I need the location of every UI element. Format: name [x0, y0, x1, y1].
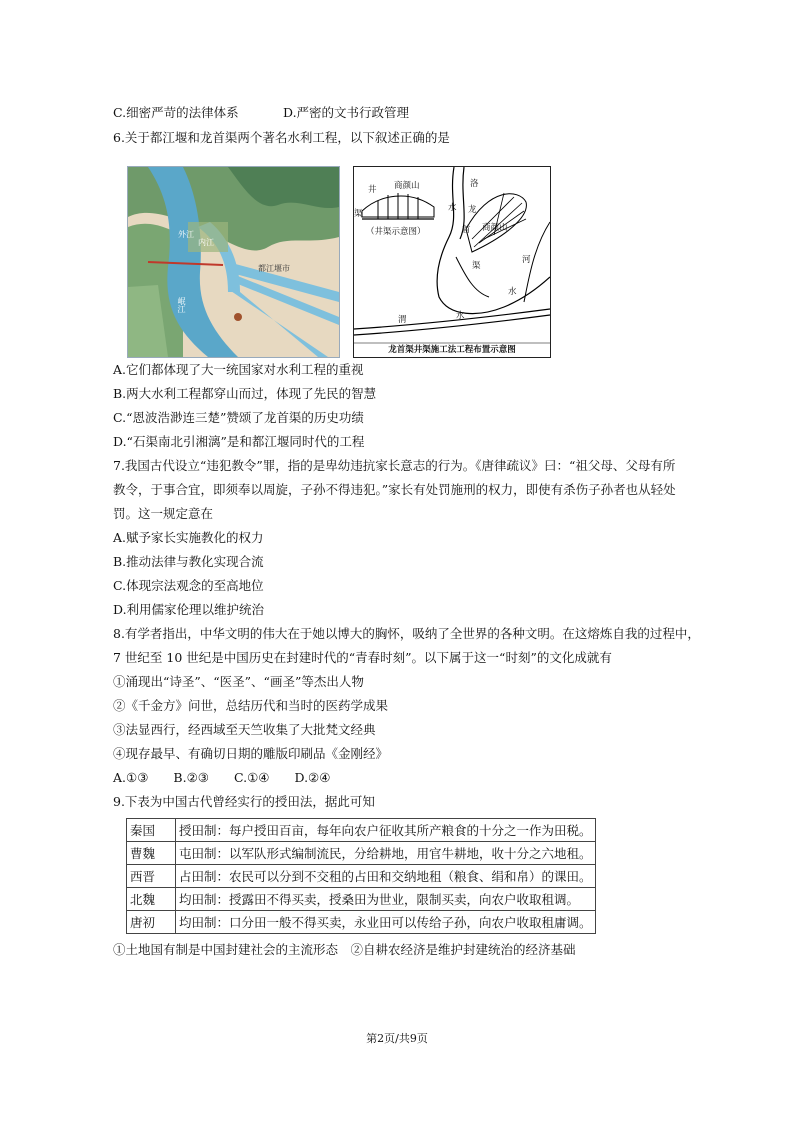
q8-item-3: ③法显西行，经西域至天竺收集了大批梵文经典: [113, 722, 376, 737]
q7-option-b: B.推动法律与教化实现合流: [113, 554, 264, 569]
longshouqu-map: [353, 166, 551, 358]
table-row: [127, 888, 596, 911]
table-cell-dynasty: 唐初: [127, 911, 176, 934]
table-cell-policy: 占田制：农民可以分到不交租的占田和交纳地租（粮食、绢和帛）的课田。: [176, 865, 596, 888]
label-wei: 渭: [398, 315, 407, 325]
q8-item-2: ②《千金方》问世，总结历代和当时的医药学成果: [113, 698, 389, 713]
label-shui-1: 水: [448, 203, 457, 213]
table-cell-dynasty: 秦国: [127, 819, 176, 842]
q9-statements: ①土地国有制是中国封建社会的主流形态 ②自耕农经济是维护封建统治的经济基础: [113, 942, 576, 957]
table-row: [127, 911, 596, 934]
longshouqu-diagram: [354, 167, 550, 357]
q8-stem-line-2: 7 世纪至 10 世纪是中国历史在封建时代的“青春时刻”。以下属于这一“时刻”的文化成就有: [113, 650, 612, 665]
q9-table: [126, 818, 596, 934]
dujiangyan-map-image: [128, 167, 339, 357]
table-cell-dynasty: 北魏: [127, 888, 176, 911]
table-cell-policy: 均田制：口分田一般不得买卖，永业田可以传给子孙，向农户收取租庸调。: [176, 911, 596, 934]
q7-option-a: A.赋予家长实施教化的权力: [113, 530, 264, 545]
label-inner-river: 内江: [198, 238, 214, 247]
q5-option-c: C.细密严苛的法律体系: [113, 105, 239, 120]
q5-options: [113, 105, 409, 121]
label-well-canal-section: （井渠示意图）: [366, 227, 426, 237]
q6-stem: 6.关于都江堰和龙首渠两个著名水利工程，以下叙述正确的是: [113, 130, 450, 145]
table-cell-policy: 授田制：每户授田百亩，每年向农户征收其所产粮食的十分之一作为田税。: [176, 819, 596, 842]
label-well: 井: [368, 185, 377, 195]
q6-option-a: A.它们都体现了大一统国家对水利工程的重视: [113, 362, 364, 377]
table-cell-policy: 均田制：授露田不得买卖，授桑田为世业，限制买卖，向农户收取租调。: [176, 888, 596, 911]
dujiangyan-map: [127, 166, 340, 358]
q8-choices: A.①③ B.②③ C.①④ D.②④: [113, 770, 331, 785]
label-dujiangyan-city: 都江堰市: [258, 264, 290, 273]
label-canal-section: 渠: [354, 209, 363, 219]
longshouqu-caption: 龙首渠井渠施工法工程布置示意图: [388, 345, 516, 355]
q9-stem: 9.下表为中国古代曾经实行的授田法，据此可知: [113, 794, 375, 809]
label-qu: 渠: [472, 261, 481, 271]
q7-stem-line-1: 7.我国古代设立“违犯教令”罪，指的是卑幼违抗家长意志的行为。《唐律疏议》曰：“祖父母、父母有所: [113, 458, 676, 473]
q6-option-c: C.“恩波浩渺连三楚”赞颂了龙首渠的历史功绩: [113, 410, 364, 425]
q7-option-c: C.体现宗法观念的至高地位: [113, 578, 264, 593]
q6-option-d: D.“石渠南北引湘漓”是和都江堰同时代的工程: [113, 434, 365, 449]
q7-stem-line-2: 教令，于事合宜，即须奉以周旋，子孙不得违犯。”家长有处罚施刑的权力，即使有杀伤子孙者也从轻处: [113, 482, 676, 497]
q5-option-d: D.严密的文书行政管理: [283, 105, 410, 120]
label-shou: 首: [462, 225, 471, 235]
page-footer: 第2页/共9页: [366, 1032, 428, 1045]
label-outer-river: 外江: [178, 230, 194, 239]
q8-item-1: ①涌现出“诗圣”、“医圣”、“画圣”等杰出人物: [113, 674, 364, 689]
q6-option-b: B.两大水利工程都穿山而过，体现了先民的智慧: [113, 386, 377, 401]
table-row: [127, 865, 596, 888]
table-row: [127, 842, 596, 865]
table-cell-policy: 屯田制：以军队形式编制流民，分给耕地，用官牛耕地，收十分之六地租。: [176, 842, 596, 865]
label-long: 龙: [468, 205, 477, 215]
label-shangyan-mountain: 商颜山: [482, 223, 508, 233]
table-cell-dynasty: 曹魏: [127, 842, 176, 865]
label-luo: 洛: [470, 179, 479, 189]
label-he: 河: [522, 255, 531, 265]
label-shangyan-section: 商颜山: [394, 181, 420, 191]
q6-figure: [127, 166, 552, 358]
q7-option-d: D.利用儒家伦理以维护统治: [113, 602, 265, 617]
q8-stem-line-1: 8.有学者指出，中华文明的伟大在于她以博大的胸怀，吸纳了全世界的各种文明。在这熔炼自我的过程中，: [113, 626, 700, 641]
label-shui-3: 水: [456, 311, 465, 321]
table-row: [127, 819, 596, 842]
q8-item-4: ④现存最早、有确切日期的雕版印刷品《金刚经》: [113, 746, 389, 761]
table-cell-dynasty: 西晋: [127, 865, 176, 888]
label-shui-2: 水: [508, 287, 517, 297]
label-min-river: 岷江: [177, 297, 186, 313]
q7-stem-line-3: 罚。这一规定意在: [113, 506, 214, 521]
